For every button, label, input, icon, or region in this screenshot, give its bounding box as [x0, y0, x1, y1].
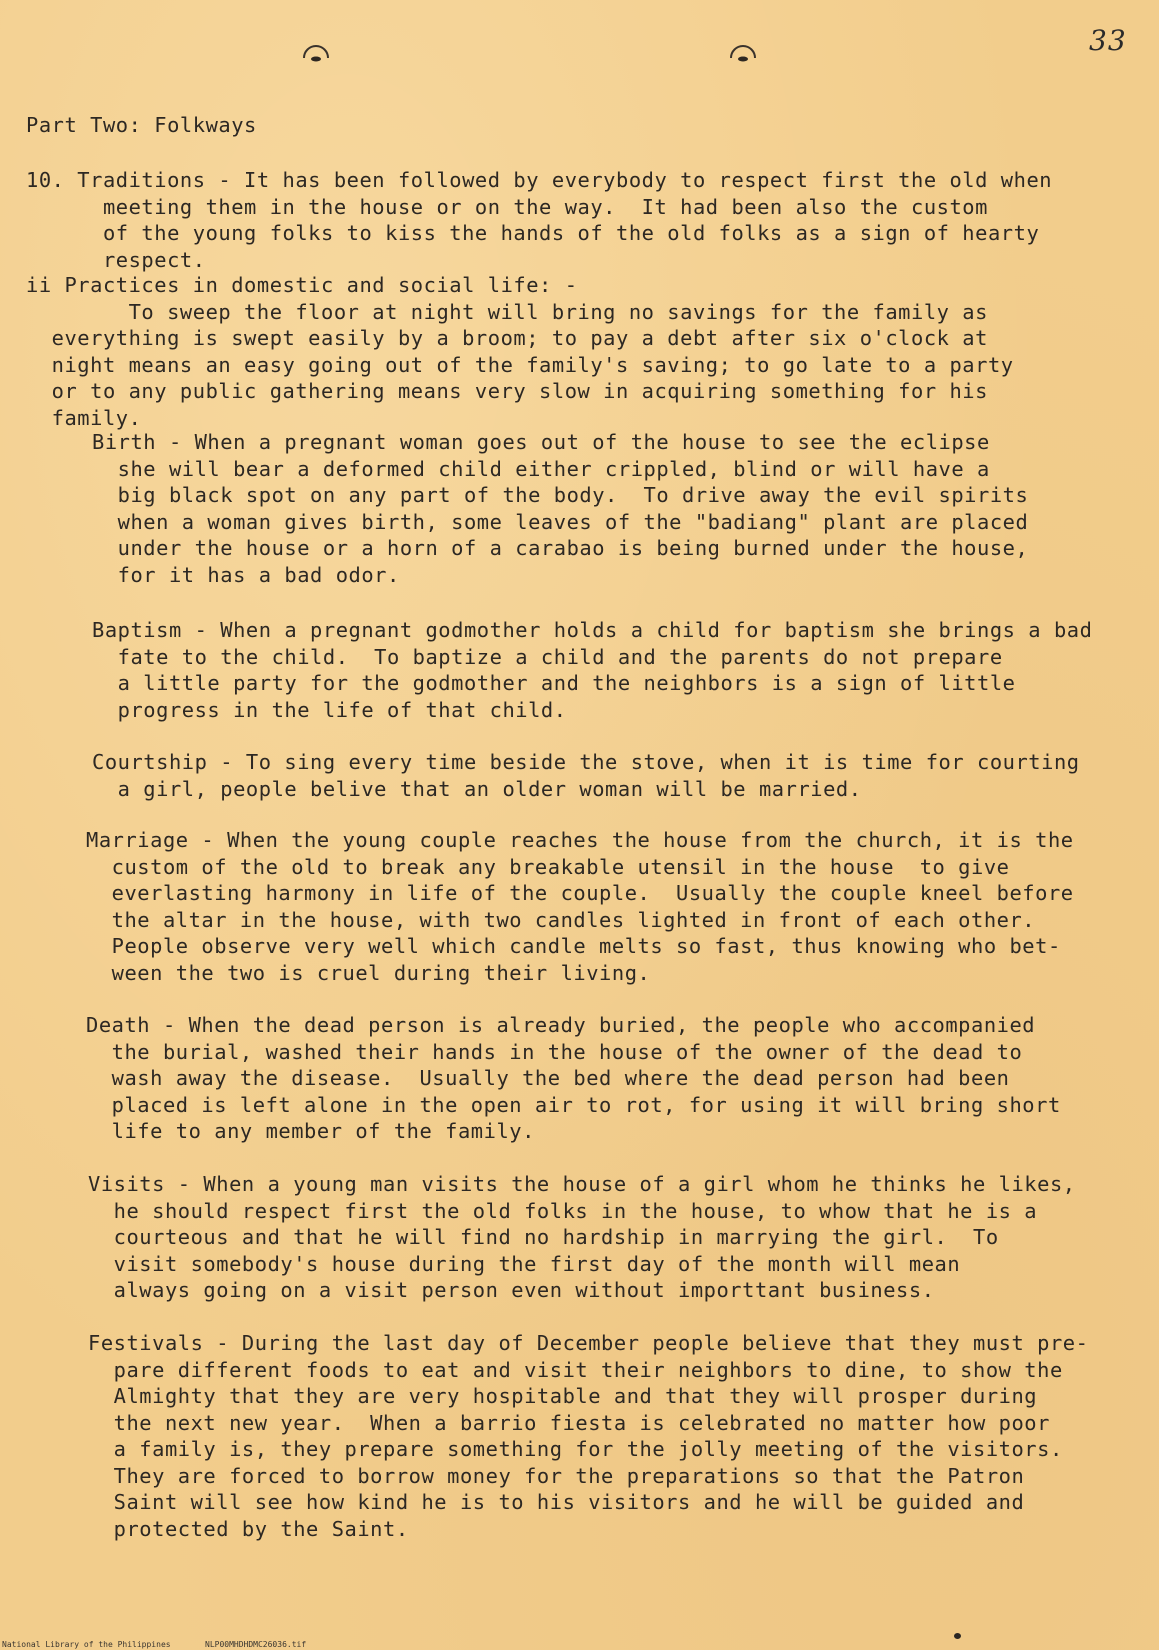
section-line: respect.	[26, 247, 206, 272]
section-line: protected by the Saint.	[88, 1516, 409, 1541]
section-line: People observe very well which candle melts so fast, thus knowing who bet-	[86, 934, 1061, 958]
section-line: under the house or a horn of a carabao is being burned under the house,	[92, 536, 1029, 560]
section-visits	[88, 1171, 1076, 1304]
punch-hole-right	[727, 38, 759, 70]
section-line: fate to the child. To baptize a child and the parents do not prepare	[92, 644, 1003, 669]
section-death	[86, 1012, 1061, 1145]
section-line: she will bear a deformed child either crippled, blind or will have a	[92, 456, 990, 481]
section-line: ween the two is cruel during their living.	[86, 960, 651, 985]
section-practices	[26, 272, 1014, 431]
section-line: the next new year. When a barrio fiesta is celebrated no matter how poor	[88, 1410, 1050, 1435]
section-line: Death - When the dead person is already buried, the people who accompanied	[86, 1013, 1036, 1037]
section-line: or to any public gathering means very slow in acquiring something for his	[26, 379, 988, 403]
section-line: when a woman gives birth, some leaves of the "badiang" plant are placed	[92, 509, 1029, 534]
section-line: Visits - When a young man visits the house of a girl whom he thinks he likes,	[88, 1172, 1076, 1196]
section-line: the altar in the house, with two candles lighted in front of each other.	[86, 907, 1036, 932]
section-line: always going on a visit person even without importtant business.	[88, 1278, 935, 1302]
section-line: a family is, they prepare something for the jolly meeting of the visitors.	[88, 1437, 1063, 1461]
section-line: night means an easy going out of the family's saving; to go late to a party	[26, 352, 1014, 377]
footer-file-id: NLP00MHDHDMC26036.tif	[205, 1640, 307, 1649]
section-line: They are forced to borrow money for the preparations so that the Patron	[88, 1463, 1025, 1488]
section-traditions	[26, 167, 1052, 273]
section-line: Almighty that they are very hospitable and that they will prosper during	[88, 1384, 1038, 1408]
section-line: Saint will see how kind he is to his visitors and he will be guided and	[88, 1490, 1025, 1514]
section-line: progress in the life of that child.	[92, 697, 567, 722]
section-birth	[92, 429, 1028, 588]
section-line: for it has a bad odor.	[92, 562, 400, 587]
part-heading: Part Two: Folkways	[26, 113, 257, 137]
section-line: everything is swept easily by a broom; to pay a debt after six o'clock at	[26, 326, 988, 350]
section-line: courteous and that he will find no hardship in marrying the girl. To	[88, 1225, 999, 1249]
section-line: Birth - When a pregnant woman goes out of the house to see the eclipse	[92, 430, 990, 454]
section-line: everlasting harmony in life of the couple. Usually the couple kneel before	[86, 881, 1074, 905]
section-line: wash away the disease. Usually the bed where the dead person had been	[86, 1066, 1010, 1090]
section-festivals	[88, 1330, 1088, 1542]
section-marriage	[86, 827, 1074, 986]
section-line: To sweep the floor at night will bring no savings for the family as	[26, 299, 988, 324]
section-line: Baptism - When a pregnant godmother holds a child for baptism she brings a bad	[92, 618, 1093, 642]
section-baptism	[92, 617, 1092, 723]
section-line: a girl, people belive that an older woman will be married.	[92, 776, 862, 801]
section-line: the burial, washed their hands in the house of the owner of the dead to	[86, 1039, 1023, 1064]
ink-dot	[954, 1633, 961, 1639]
section-line: placed is left alone in the open air to rot, for using it will bring short	[86, 1092, 1061, 1117]
section-line: a little party for the godmother and the neighbors is a sign of little	[92, 671, 1016, 695]
footer-library: National Library of the Philippines	[2, 1640, 171, 1649]
section-line: family.	[26, 405, 142, 430]
section-line: he should respect first the old folks in the house, to whow that he is a	[88, 1198, 1038, 1223]
section-line: life to any member of the family.	[86, 1119, 535, 1143]
section-line: pare different foods to eat and visit their neighbors to dine, to show the	[88, 1357, 1063, 1382]
section-line: big black spot on any part of the body. To drive away the evil spirits	[92, 483, 1029, 507]
section-line: Courtship - To sing every time beside the stove, when it is time for courting	[92, 750, 1080, 774]
punch-hole-left	[300, 38, 332, 70]
section-line: visit somebody's house during the first day of the month will mean	[88, 1251, 961, 1276]
section-line: 10. Traditions - It has been followed by everybody to respect first the old when	[26, 168, 1053, 192]
section-line: meeting them in the house or on the way. It had been also the custom	[26, 194, 988, 219]
section-line: Marriage - When the young couple reaches the house from the church, it is the	[86, 828, 1074, 852]
section-line: custom of the old to break any breakable utensil in the house to give	[86, 854, 1010, 879]
section-line: Festivals - During the last day of December people believe that they must pre-	[88, 1331, 1089, 1355]
page-number: 33	[1089, 24, 1127, 57]
section-line: of the young folks to kiss the hands of the old folks as a sign of hearty	[26, 221, 1040, 245]
section-line: ii Practices in domestic and social life: -	[26, 273, 578, 297]
section-courtship	[92, 749, 1080, 802]
